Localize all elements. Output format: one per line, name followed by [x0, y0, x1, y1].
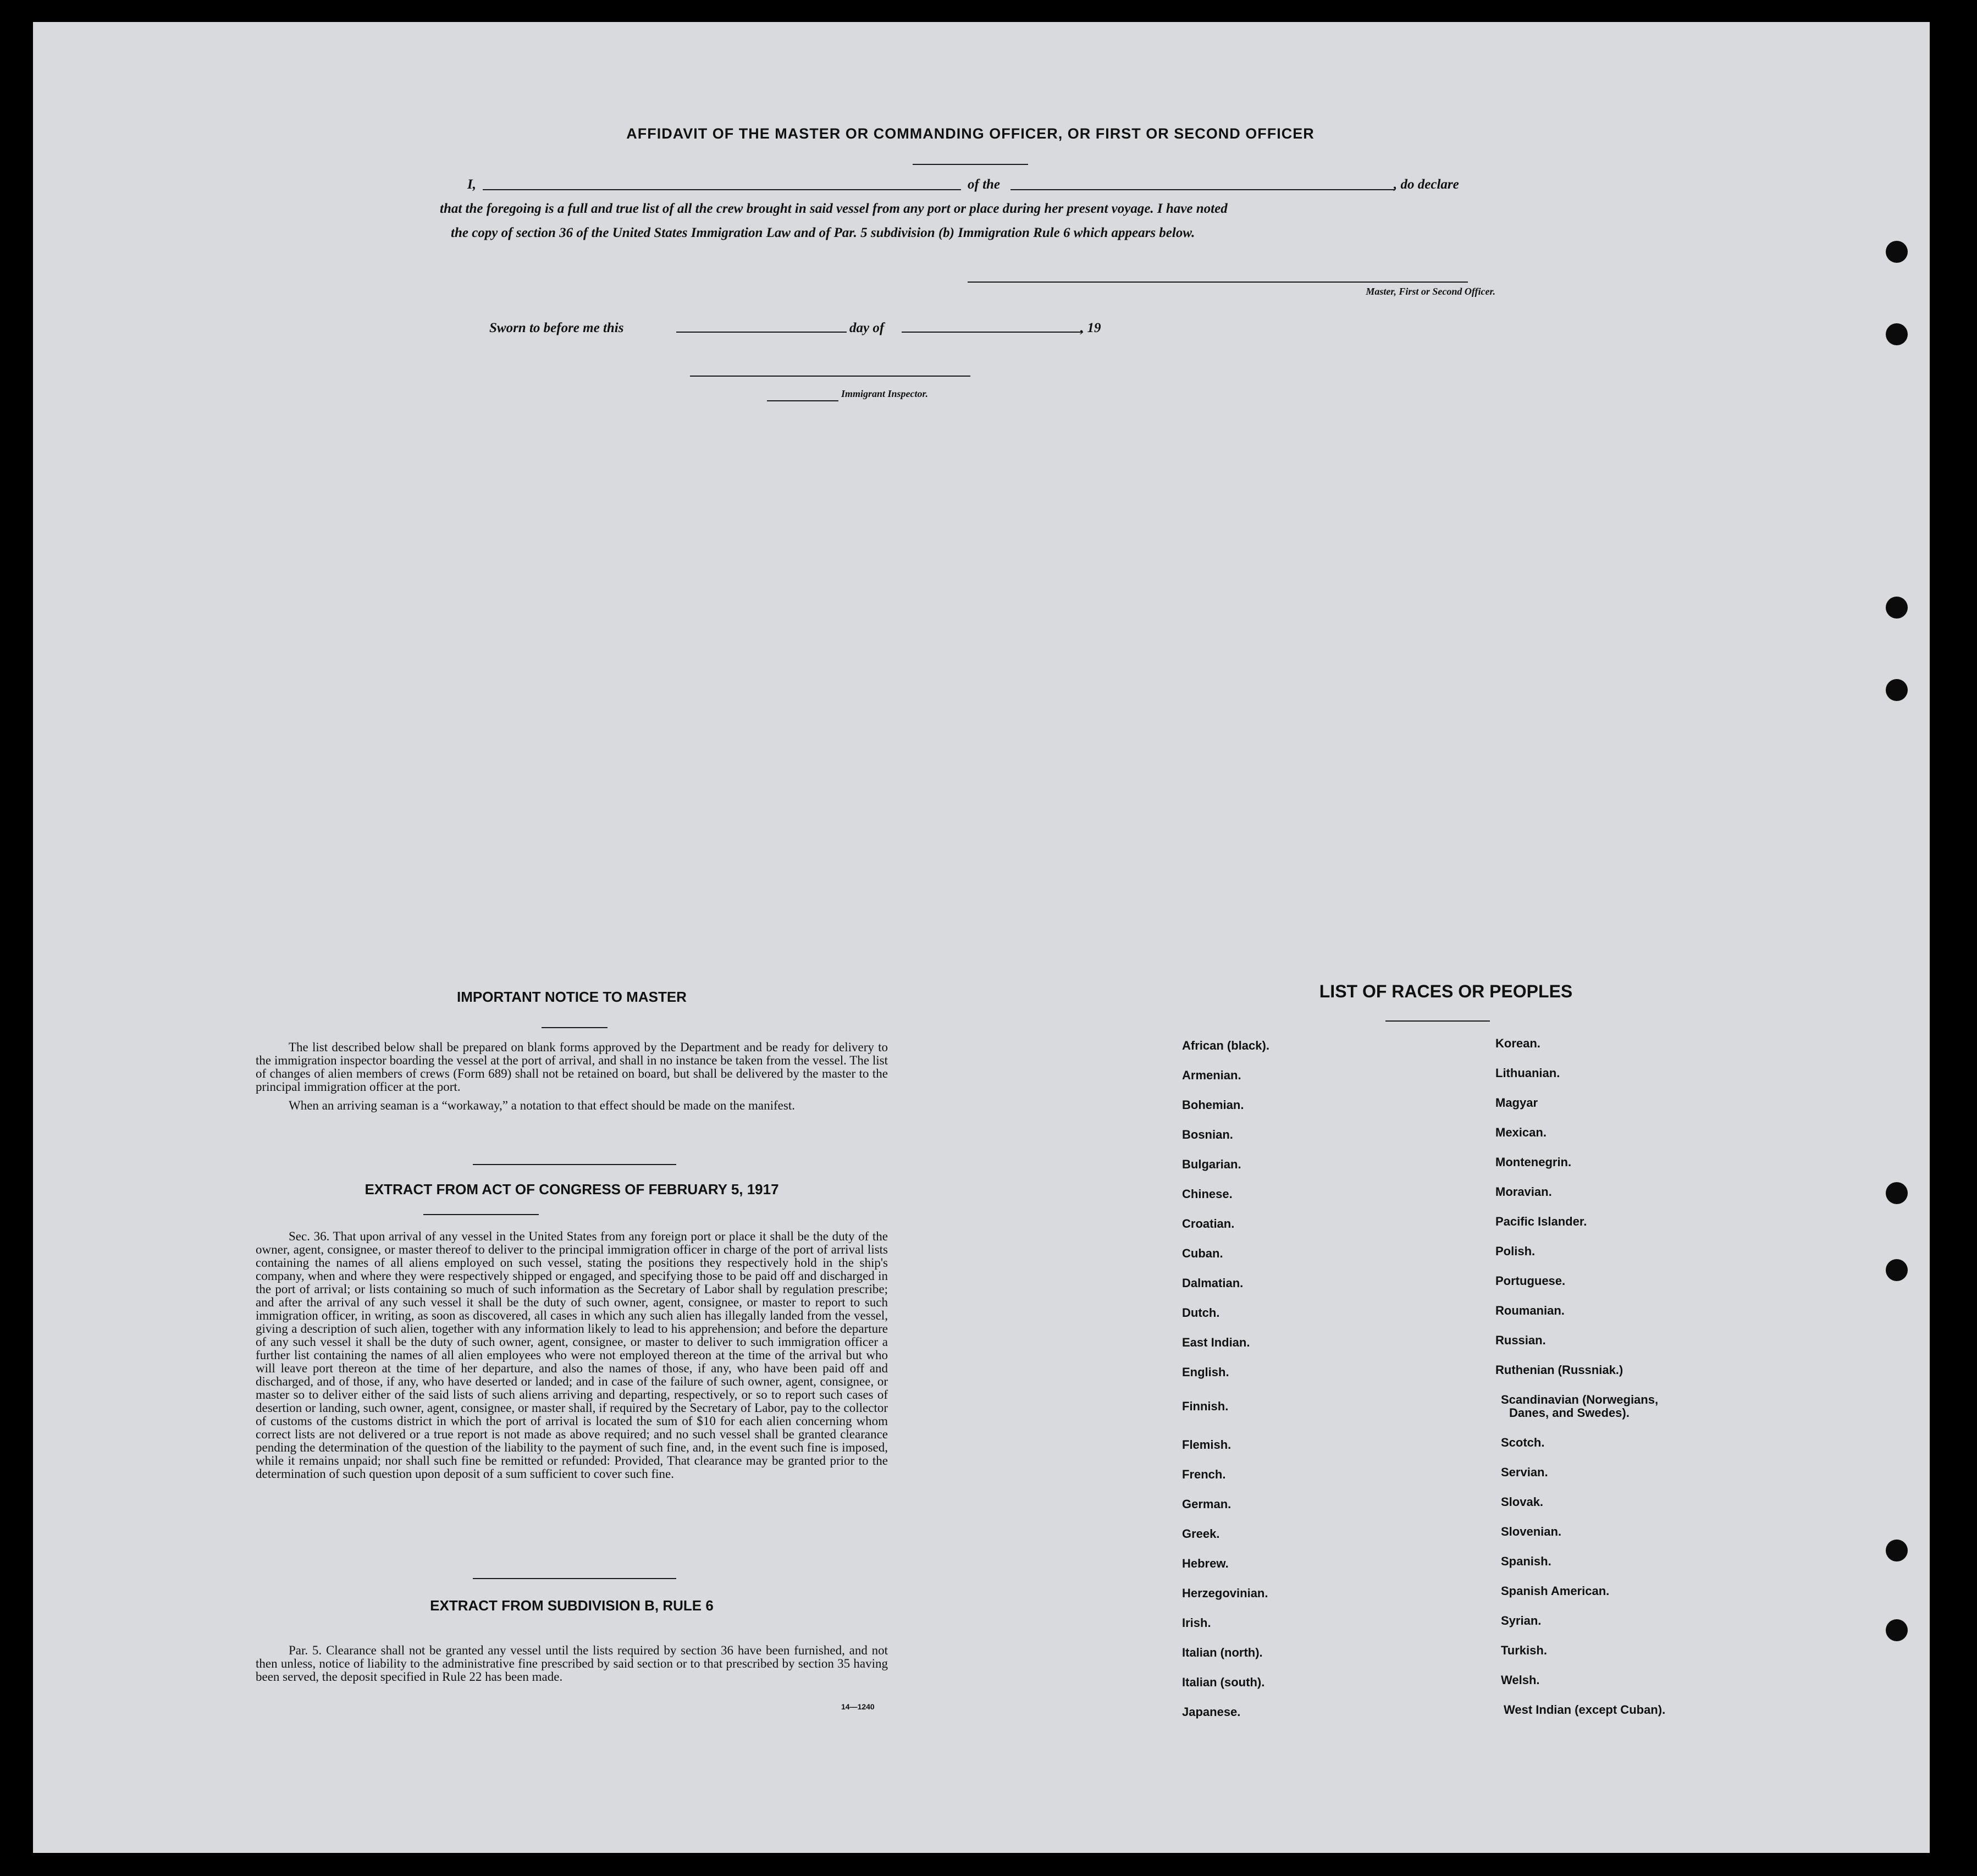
punch-hole — [1886, 1540, 1908, 1562]
race-item: East Indian. — [1182, 1336, 1250, 1349]
document-page — [33, 22, 1930, 1853]
race-item: Croatian. — [1182, 1217, 1235, 1231]
race-item: Bulgarian. — [1182, 1157, 1241, 1171]
race-item: Polish. — [1495, 1244, 1536, 1258]
race-item: Magyar — [1495, 1096, 1538, 1110]
divider — [542, 1027, 608, 1028]
race-item: Chinese. — [1182, 1187, 1233, 1201]
divider — [473, 1578, 676, 1579]
race-item: Ruthenian (Russniak.) — [1495, 1363, 1623, 1377]
race-item: Portuguese. — [1495, 1274, 1566, 1288]
notice-body — [256, 1041, 888, 1112]
race-item: Bosnian. — [1182, 1128, 1233, 1141]
rule-title: EXTRACT FROM SUBDIVISION B, RULE 6 — [430, 1597, 714, 1614]
act-body — [256, 1230, 888, 1481]
race-item: Cuban. — [1182, 1246, 1223, 1260]
race-item: Greek. — [1182, 1527, 1220, 1541]
punch-hole — [1886, 1619, 1908, 1641]
race-item: African (black). — [1182, 1039, 1269, 1052]
race-item: Hebrew. — [1182, 1557, 1229, 1570]
affidavit-line1-end: , do declare — [1394, 177, 1459, 192]
punch-hole — [1886, 597, 1908, 619]
race-item: Roumanian. — [1495, 1304, 1565, 1317]
race-item: Flemish. — [1182, 1438, 1232, 1452]
race-item: Slovak. — [1501, 1495, 1544, 1509]
notice-paragraph-2: When an arriving seaman is a “workaway,” a notation to that effect should be made on the manifest. — [289, 1099, 795, 1112]
race-item: Armenian. — [1182, 1068, 1241, 1082]
affidavit-line1-prefix: I, — [467, 177, 476, 192]
inspector-signature-line — [690, 376, 970, 377]
race-item: Scotch. — [1501, 1436, 1545, 1449]
race-item: Montenegrin. — [1495, 1155, 1572, 1169]
race-item: Irish. — [1182, 1616, 1211, 1630]
sworn-year: , 19 — [1080, 321, 1101, 335]
race-item: Scandinavian (Norwegians, — [1501, 1393, 1659, 1406]
master-signature-label: Master, First or Second Officer. — [1366, 286, 1495, 297]
divider — [473, 1164, 676, 1165]
affidavit-line3: the copy of section 36 of the United States Immigration Law and of Par. 5 subdivision (b) Immigration Rule 6 which appears below. — [451, 225, 1195, 240]
race-item: Finnish. — [1182, 1399, 1229, 1413]
sworn-day-of: day of — [849, 321, 885, 335]
race-item: Japanese. — [1182, 1705, 1241, 1719]
race-item: Italian (north). — [1182, 1646, 1263, 1659]
divider — [913, 164, 1028, 165]
rule-paragraph-5: Par. 5. Clearance shall not be granted any vessel until the lists required by section 36 have been furnished, and not then unless, notice of liability to the administrative fine prescribed by said section or to that prescribed by section 35 having been served, the deposit specified in Rule 22 has been made. — [256, 1643, 888, 1684]
race-item: Bohemian. — [1182, 1098, 1244, 1112]
race-item: Pacific Islander. — [1495, 1215, 1587, 1228]
punch-hole — [1886, 679, 1908, 701]
sworn-month-blank — [902, 332, 1083, 333]
race-item: English. — [1182, 1365, 1229, 1379]
race-item: German. — [1182, 1497, 1232, 1511]
notice-paragraph-1: The list described below shall be prepared on blank forms approved by the Department and be ready for delivery to the immigration inspector boarding the vessel at the port of arrival, and shall in no instance be taken from the vessel. The list of changes of alien members of crews (Form 689) shall not be retained on board, but shall be delivered by the master to the principal immigration officer at the port. — [256, 1040, 888, 1094]
race-item: Mexican. — [1495, 1125, 1547, 1139]
act-section-36: Sec. 36. That upon arrival of any vessel in the United States from any foreign port or place it shall be the duty of the owner, agent, consignee, or master thereof to deliver to the principal immigration officer in charge of the port of arrival lists containing the names of all aliens employed on such vessel, stating the positions they respectively hold in the ship's company, when and where they were respectively shipped or engaged, and specifying those to be paid off and discharged in the port of arrival; or lists containing so much of such information as the Secretary of Labor shall by regulation prescribe; and after the arrival of any such vessel it shall be the duty of such owner, agent, consignee, or master to report to such immigration officer, in writing, as soon as discovered, all cases in which any such alien has illegally landed from the vessel, giving a description of such alien, together with any information likely to lead to his apprehension; and before the departure of any such vessel it shall be the duty of such owner, agent, consignee, or master to deliver to such immigration officer a further list containing the names of all alien employees who were not employed thereon at the time of the arrival but who will leave port thereon at the time of her departure, and also the names of those, if any, who have been paid off and discharged, and of those, if any, who have deserted or landed; and in case of the failure of such owner, agent, consignee, or master so to deliver either of the said lists of such aliens arriving and departing, respectively, or so to report such cases of desertion or landing, such owner, agent, consignee, or master shall, if required by the Secretary of Labor, pay to the collector of customs of the customs district in which the port of arrival is located the sum of $10 for each alien concerning whom correct lists are not delivered or a true report is not made as above required; and no such vessel shall be granted clearance pending the determination of the question of the liability to the payment of such fine, and, in the event such fine is imposed, while it remains unpaid; nor shall such fine be remitted or refunded: Provided, That clearance may be granted prior to the determination of such question upon deposit of a sum sufficient to cover such fine. — [256, 1229, 888, 1481]
race-item: Turkish. — [1501, 1643, 1547, 1657]
notice-title: IMPORTANT NOTICE TO MASTER — [457, 989, 687, 1005]
form-number: 14—1240 — [841, 1702, 875, 1711]
act-title: EXTRACT FROM ACT OF CONGRESS OF FEBRUARY 5, 1917 — [365, 1181, 779, 1198]
race-item: Herzegovinian. — [1182, 1586, 1268, 1600]
sworn-day-blank — [676, 332, 847, 333]
divider — [423, 1214, 539, 1215]
inspector-label: Immigrant Inspector. — [841, 388, 929, 399]
race-item: French. — [1182, 1467, 1226, 1481]
races-title: LIST OF RACES OR PEOPLES — [1319, 981, 1573, 1001]
rule-body — [256, 1644, 888, 1684]
race-item: Danes, and Swedes). — [1509, 1406, 1630, 1420]
punch-hole — [1886, 1259, 1908, 1281]
affidavit-line2: that the foregoing is a full and true list of all the crew brought in said vessel from any port or place during her present voyage. I have noted — [440, 201, 1228, 216]
vessel-blank — [1010, 189, 1395, 190]
race-item: Italian (south). — [1182, 1675, 1265, 1689]
race-item: Russian. — [1495, 1333, 1546, 1347]
inspector-blank — [767, 400, 838, 401]
race-item: Korean. — [1495, 1036, 1540, 1050]
race-item: Servian. — [1501, 1465, 1548, 1479]
sworn-prefix: Sworn to before me this — [489, 321, 624, 335]
race-item: Spanish American. — [1501, 1584, 1610, 1598]
signature-line — [968, 282, 1468, 283]
divider — [1385, 1020, 1490, 1022]
race-item: Dutch. — [1182, 1306, 1220, 1320]
race-item: Spanish. — [1501, 1554, 1551, 1568]
affidavit-line1-mid: of the — [968, 177, 1001, 192]
race-item: West Indian (except Cuban). — [1504, 1703, 1666, 1717]
race-item: Dalmatian. — [1182, 1276, 1244, 1290]
race-item: Slovenian. — [1501, 1525, 1562, 1538]
name-blank — [483, 189, 961, 190]
punch-hole — [1886, 323, 1908, 345]
race-item: Lithuanian. — [1495, 1066, 1560, 1080]
race-item: Syrian. — [1501, 1614, 1542, 1627]
race-item: Moravian. — [1495, 1185, 1552, 1199]
punch-hole — [1886, 1182, 1908, 1204]
race-item: Welsh. — [1501, 1673, 1540, 1687]
punch-hole — [1886, 241, 1908, 263]
affidavit-title: AFFIDAVIT OF THE MASTER OR COMMANDING OFFICER, OR FIRST OR SECOND OFFICER — [626, 125, 1315, 142]
